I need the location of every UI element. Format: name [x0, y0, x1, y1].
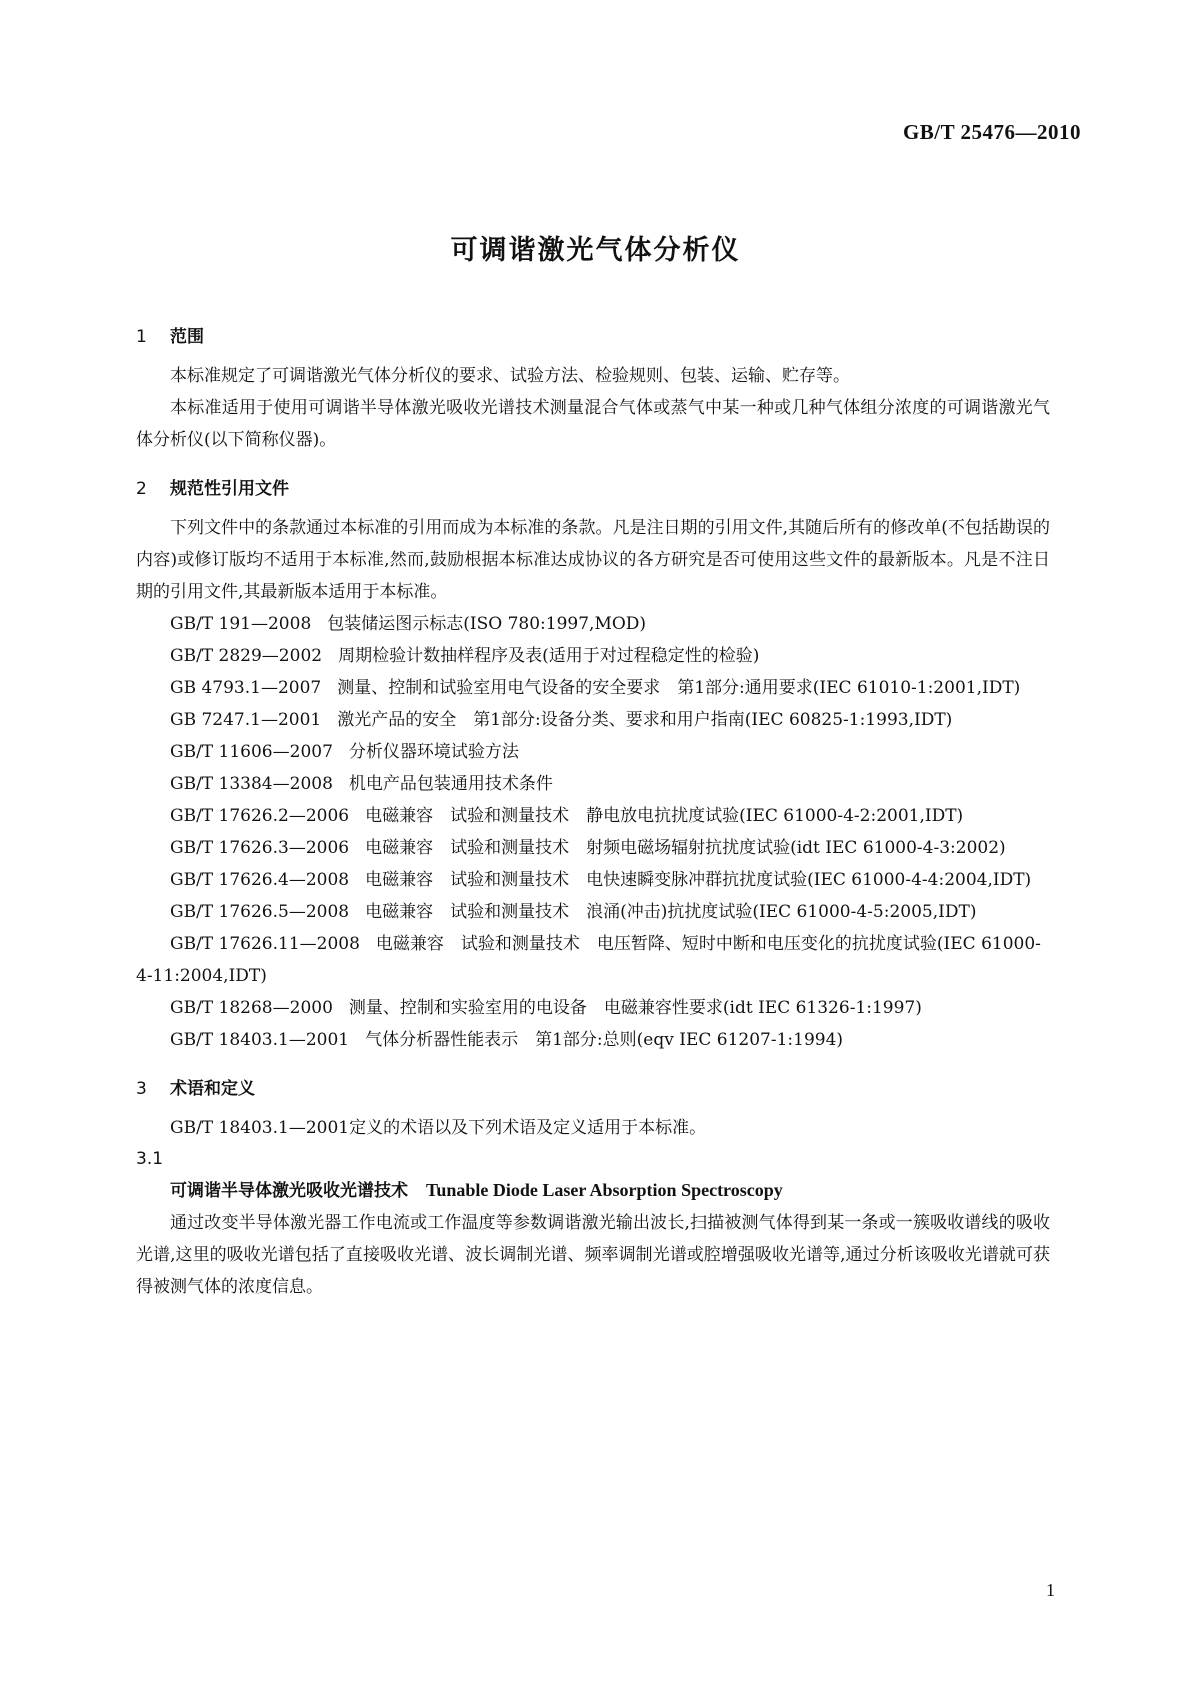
- reference-item: [136, 928, 1050, 992]
- reference-title: 激光产品的安全 第1部分:设备分类、要求和用户指南(IEC 60825-1:1993,IDT): [337, 710, 953, 730]
- document-body: [136, 322, 1050, 1303]
- paragraph: 本标准规定了可调谐激光气体分析仪的要求、试验方法、检验规则、包装、运输、贮存等。: [170, 366, 850, 386]
- reference-code: GB/T 17626.4—2008: [170, 870, 350, 890]
- reference-title: 周期检验计数抽样程序及表(适用于对过程稳定性的检验): [338, 646, 760, 666]
- section-2-heading: [136, 474, 1050, 504]
- reference-title: 电磁兼容 试验和测量技术 射频电磁场辐射抗扰度试验(idt IEC 61000-4-3:2002): [365, 838, 1006, 858]
- reference-item: [136, 1024, 1050, 1056]
- reference-item: [136, 992, 1050, 1024]
- section-number: 2: [136, 479, 147, 499]
- reference-item: [136, 704, 1050, 736]
- reference-item: [136, 672, 1050, 704]
- section-3-heading: [136, 1074, 1050, 1104]
- reference-title: 气体分析器性能表示 第1部分:总则(eqv IEC 61207-1:1994): [365, 1030, 844, 1050]
- reference-code: GB/T 17626.11—2008: [170, 934, 360, 954]
- reference-item: [136, 768, 1050, 800]
- reference-item: [136, 800, 1050, 832]
- reference-code: GB/T 2829—2002: [170, 646, 323, 666]
- reference-item: [136, 736, 1050, 768]
- reference-code: GB/T 13384—2008: [170, 774, 333, 794]
- section-number: 3: [136, 1079, 147, 1099]
- reference-list: [136, 608, 1050, 1056]
- document-title: 可调谐激光气体分析仪: [450, 235, 741, 266]
- paragraph: 下列文件中的条款通过本标准的引用而成为本标准的条款。凡是注日期的引用文件,其随后所有的修改单(不包括勘误的内容)或修订版均不适用于本标准,然而,鼓励根据本标准达成协议的各方研究是否可使用这些文件的最新版本。凡是不注日期的引用文件,其最新版本适用于本标准。: [136, 518, 1050, 602]
- reference-item: [136, 896, 1050, 928]
- reference-code: GB/T 17626.2—2006: [170, 806, 350, 826]
- reference-code: GB 7247.1—2001: [170, 710, 322, 730]
- reference-title: 测量、控制和试验室用电气设备的安全要求 第1部分:通用要求(IEC 61010-1:2001,IDT): [337, 678, 1021, 698]
- reference-item: [136, 640, 1050, 672]
- section-title: 术语和定义: [170, 1079, 255, 1099]
- reference-code: GB/T 17626.3—2006: [170, 838, 350, 858]
- reference-code: GB/T 191—2008: [170, 614, 312, 634]
- standard-number: GB/T 25476—2010: [902, 120, 1081, 144]
- reference-title: 电磁兼容 试验和测量技术 静电放电抗扰度试验(IEC 61000-4-2:2001,IDT): [365, 806, 964, 826]
- reference-title: 电磁兼容 试验和测量技术 电快速瞬变脉冲群抗扰度试验(IEC 61000-4-4:2004,IDT): [365, 870, 1032, 890]
- term-name-zh: 可调谐半导体激光吸收光谱技术: [170, 1181, 408, 1201]
- paragraph: 本标准适用于使用可调谐半导体激光吸收光谱技术测量混合气体或蒸气中某一种或几种气体组分浓度的可调谐激光气体分析仪(以下简称仪器)。: [136, 398, 1050, 450]
- reference-item: [136, 608, 1050, 640]
- term-definition: 通过改变半导体激光器工作电流或工作温度等参数调谐激光输出波长,扫描被测气体得到某一条或一簇吸收谱线的吸收光谱,这里的吸收光谱包括了直接吸收光谱、波长调制光谱、频率调制光谱或腔增强吸收光谱等,通过分析该吸收光谱就可获得被测气体的浓度信息。: [136, 1213, 1050, 1297]
- reference-code: GB/T 11606—2007: [170, 742, 333, 762]
- reference-title: 包装储运图示标志(ISO 780:1997,MOD): [327, 614, 647, 634]
- reference-title: 分析仪器环境试验方法: [348, 742, 519, 762]
- reference-title: 电磁兼容 试验和测量技术 电压暂降、短时中断和电压变化的抗扰度试验(IEC 61000-4-11:2004,IDT): [136, 934, 1041, 986]
- reference-item: [136, 832, 1050, 864]
- section-1-heading: [136, 322, 1050, 352]
- reference-title: 电磁兼容 试验和测量技术 浪涌(冲击)抗扰度试验(IEC 61000-4-5:2005,IDT): [365, 902, 977, 922]
- reference-title: 测量、控制和实验室用的电设备 电磁兼容性要求(idt IEC 61326-1:1997): [348, 998, 922, 1018]
- reference-code: GB 4793.1—2007: [170, 678, 322, 698]
- term-name: [136, 1174, 1050, 1207]
- term-number: 3.1: [136, 1149, 164, 1169]
- reference-item: [136, 864, 1050, 896]
- term-name-en: Tunable Diode Laser Absorption Spectroscopy: [426, 1180, 783, 1200]
- reference-code: GB/T 18268—2000: [170, 998, 333, 1018]
- paragraph: GB/T 18403.1—2001定义的术语以及下列术语及定义适用于本标准。: [170, 1118, 707, 1138]
- section-title: 范围: [170, 327, 204, 347]
- section-number: 1: [136, 327, 147, 347]
- reference-code: GB/T 18403.1—2001: [170, 1030, 350, 1050]
- page-number: 1: [1046, 1580, 1055, 1600]
- reference-title: 机电产品包装通用技术条件: [348, 774, 553, 794]
- section-title: 规范性引用文件: [170, 479, 289, 499]
- reference-code: GB/T 17626.5—2008: [170, 902, 350, 922]
